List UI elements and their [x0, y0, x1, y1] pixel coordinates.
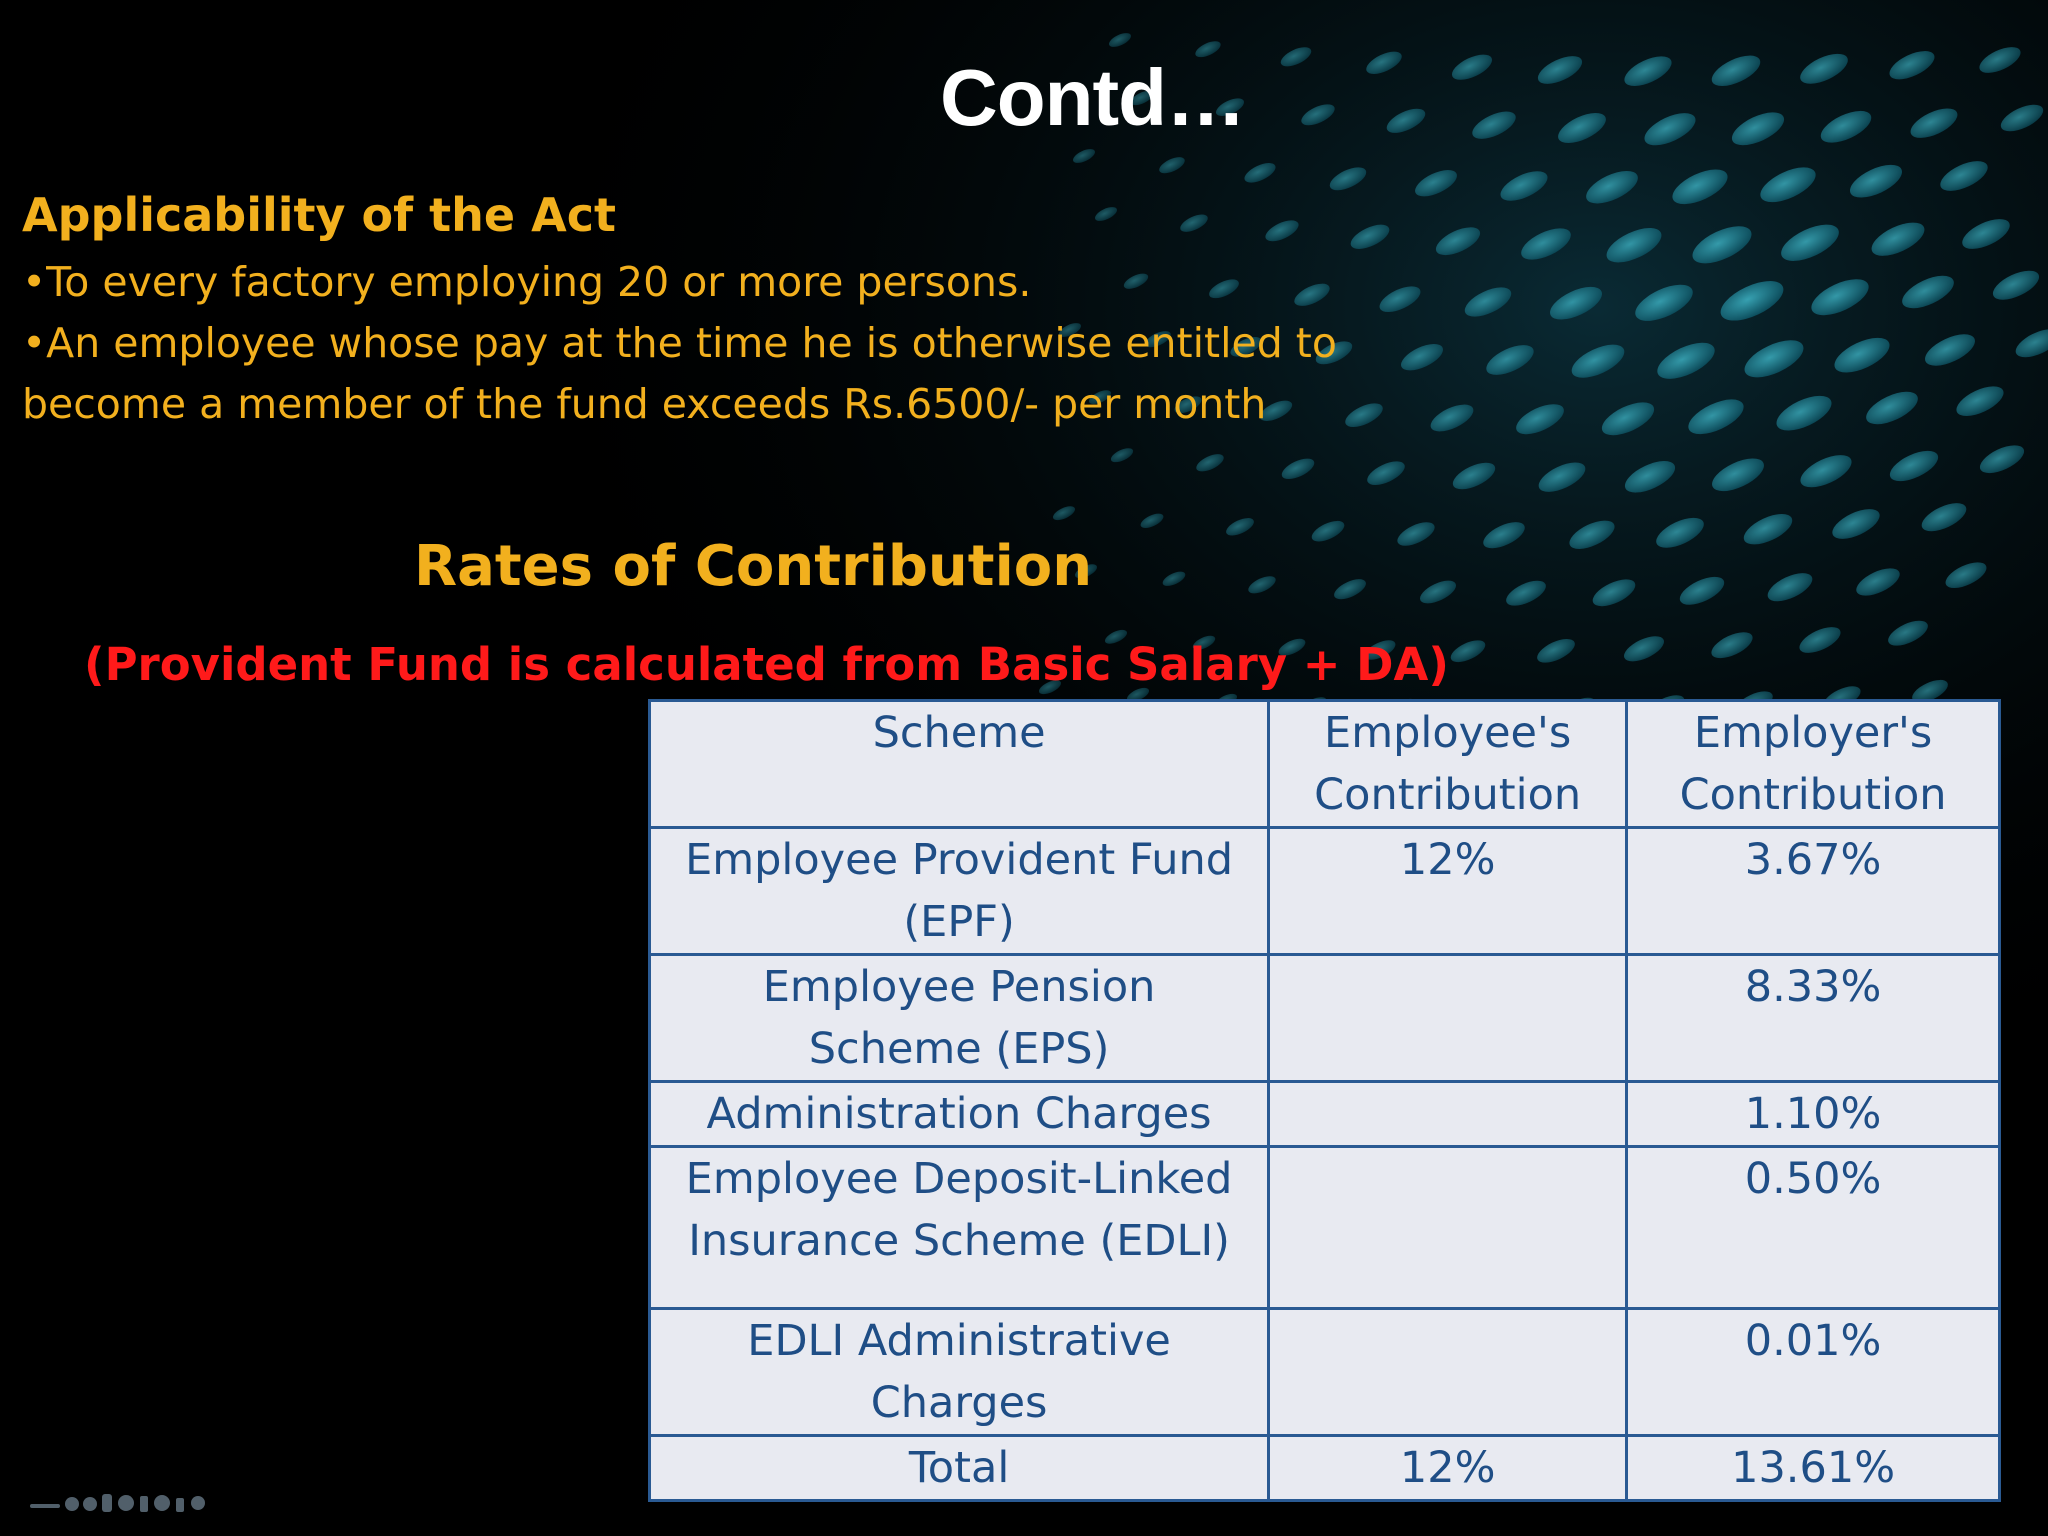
header-scheme-label: Scheme	[872, 708, 1046, 758]
slide-title: Contd…	[940, 53, 1246, 142]
applicability-heading: Applicability of the Act	[22, 188, 616, 242]
table-row	[650, 828, 2000, 955]
scheme-name-line-2: (EPF)	[903, 897, 1015, 947]
header-employer-line-2: Contribution	[1679, 770, 1947, 820]
header-scheme	[650, 701, 1269, 828]
row-employer-value: 13.61%	[1627, 1436, 2000, 1501]
row-scheme	[650, 828, 1269, 955]
row-scheme	[650, 955, 1269, 1082]
table-row	[650, 1082, 2000, 1147]
row-scheme	[650, 1082, 1269, 1147]
row-employee-value: 12%	[1269, 1436, 1627, 1501]
header-employee-line-1: Employee's	[1324, 708, 1572, 758]
bullet-employee-line-2: become a member of the fund exceeds Rs.6500/- per month	[22, 380, 1267, 428]
scheme-name-line-1: EDLI Administrative	[747, 1316, 1171, 1366]
row-employer-value: 0.01%	[1627, 1309, 2000, 1436]
header-employee-line-2: Contribution	[1314, 770, 1582, 820]
applicability-bullets	[22, 252, 1422, 435]
contribution-table	[648, 699, 2001, 1502]
row-employer-value: 0.50%	[1627, 1147, 2000, 1309]
table-total-row	[650, 1436, 2000, 1501]
scheme-name-line-1: Employee Provident Fund	[685, 835, 1234, 885]
header-employer-contribution	[1627, 701, 2000, 828]
scheme-name-line-2: Charges	[870, 1378, 1048, 1428]
row-employee-value	[1269, 1147, 1627, 1309]
row-scheme	[650, 1436, 1269, 1501]
row-employee-value	[1269, 1309, 1627, 1436]
row-employer-value: 8.33%	[1627, 955, 2000, 1082]
scheme-name-line-1: Employee Deposit-Linked	[685, 1154, 1233, 1204]
row-employee-value	[1269, 1082, 1627, 1147]
bullet-factory: •To every factory employing 20 or more persons.	[22, 258, 1032, 306]
row-scheme	[650, 1309, 1269, 1436]
scheme-name-line-1: Employee Pension	[762, 962, 1156, 1012]
table-row	[650, 955, 2000, 1082]
scheme-name-line-2: Scheme (EPS)	[808, 1024, 1110, 1074]
watermark-logo-icon	[30, 1488, 220, 1518]
table-row	[650, 1147, 2000, 1309]
total-label: Total	[908, 1443, 1010, 1493]
row-employer-value: 3.67%	[1627, 828, 2000, 955]
provident-fund-note: (Provident Fund is calculated from Basic Salary + DA)	[84, 638, 1449, 691]
table-header-row	[650, 701, 2000, 828]
bullet-employee-line-1: •An employee whose pay at the time he is otherwise entitled to	[22, 319, 1337, 367]
row-scheme	[650, 1147, 1269, 1309]
rates-heading: Rates of Contribution	[414, 534, 1093, 599]
scheme-name-line-2: Insurance Scheme (EDLI)	[688, 1216, 1230, 1266]
scheme-name-line-1: Administration Charges	[706, 1089, 1212, 1139]
row-employee-value	[1269, 955, 1627, 1082]
header-employer-line-1: Employer's	[1693, 708, 1933, 758]
row-employee-value: 12%	[1269, 828, 1627, 955]
header-employee-contribution	[1269, 701, 1627, 828]
row-employer-value: 1.10%	[1627, 1082, 2000, 1147]
table-row	[650, 1309, 2000, 1436]
